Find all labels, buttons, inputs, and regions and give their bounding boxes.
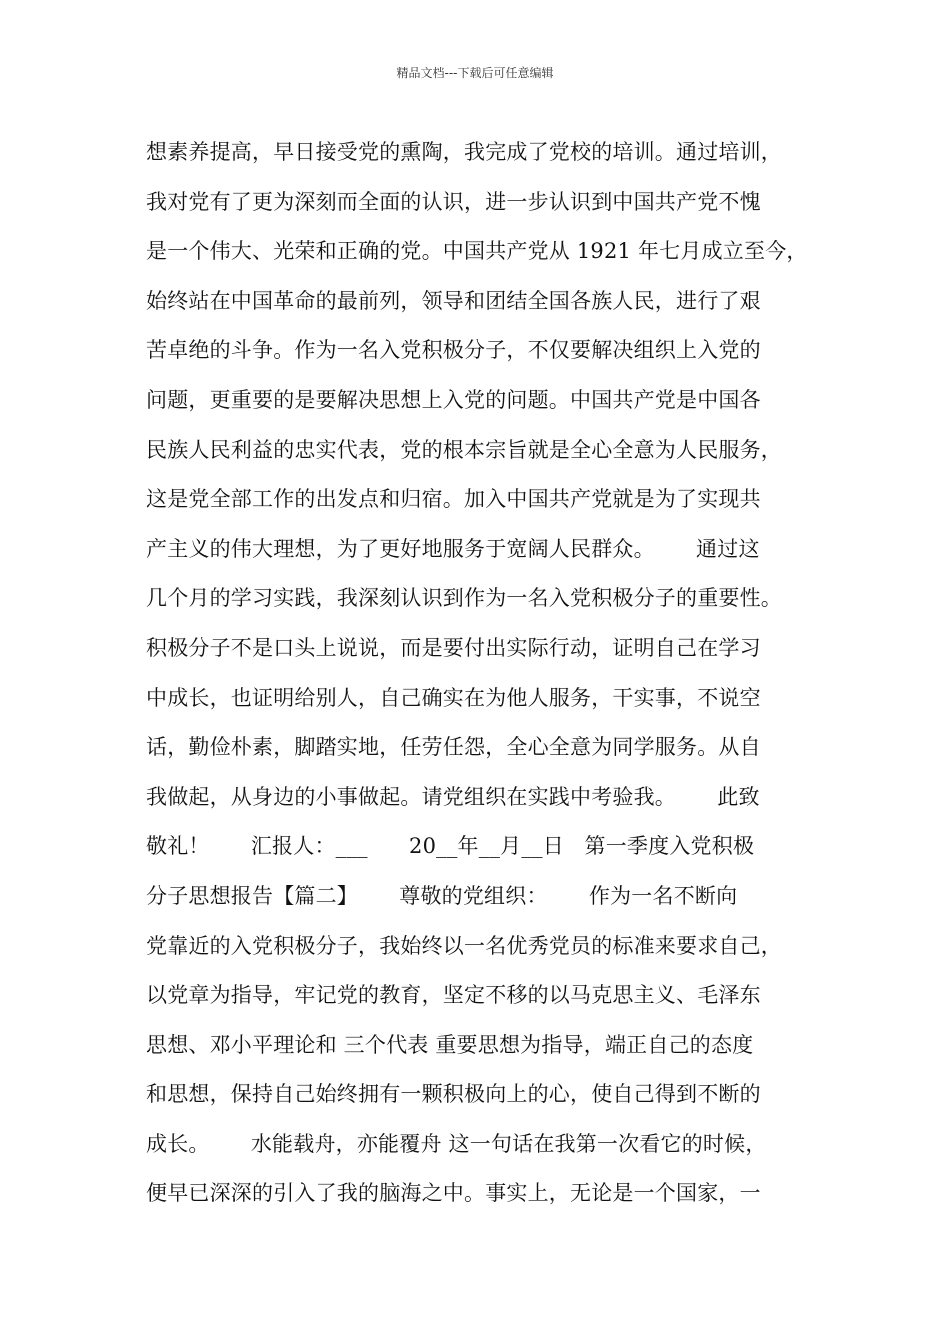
text-line: 这是党全部工作的出发点和归宿。加入中国共产党就是为了实现共 bbox=[146, 487, 761, 512]
text-line: 问题，更重要的是要解决思想上入党的问题。中国共产党是中国各 bbox=[146, 387, 761, 412]
text-line: 中成长，也证明给别人，自己确实在为他人服务，干实事，不说空 bbox=[146, 685, 761, 710]
text-line: 和思想，保持自己始终拥有一颗积极向上的心，使自己得到不断的 bbox=[146, 1082, 761, 1107]
text-line: 党靠近的入党积极分子，我始终以一名优秀党员的标准来要求自己， bbox=[146, 933, 782, 958]
text-line: 民族人民利益的忠实代表，党的根本宗旨就是全心全意为人民服务， bbox=[146, 437, 782, 462]
text-line: 成长。 水能载舟，亦能覆舟 这一句话在我第一次看它的时候， bbox=[146, 1131, 767, 1156]
text-line: 我对党有了更为深刻而全面的认识，进一步认识到中国共产党不愧 bbox=[146, 189, 761, 214]
text-line: 几个月的学习实践，我深刻认识到作为一名入党积极分子的重要性。 bbox=[146, 586, 782, 611]
text-line: 话，勤俭朴素，脚踏实地，任劳任怨，全心全意为同学服务。从自 bbox=[146, 735, 761, 760]
text-line: 便早已深深的引入了我的脑海之中。事实上，无论是一个国家，一 bbox=[146, 1181, 761, 1206]
text-line: 积极分子不是口头上说说，而是要付出实际行动，证明自己在学习 bbox=[146, 635, 761, 660]
text-line: 分子思想报告【篇二】 尊敬的党组织： 作为一名不断向 bbox=[146, 883, 738, 908]
document-body bbox=[146, 128, 836, 1219]
text-line: 以党章为指导，牢记党的教育，坚定不移的以马克思主义、毛泽东 bbox=[146, 983, 761, 1008]
text-line: 苦卓绝的斗争。作为一名入党积极分子，不仅要解决组织上入党的 bbox=[146, 338, 761, 363]
text-line: 想素养提高，早日接受党的熏陶，我完成了党校的培训。通过培训， bbox=[146, 140, 782, 164]
text-line: 敬礼！ 汇报人：___ 20__年__月__日 第一季度入党积极 bbox=[146, 834, 755, 859]
text-line: 是一个伟大、光荣和正确的党。中国共产党从 1921 年七月成立至今， bbox=[146, 239, 808, 264]
page-header: 精品文档---下载后可任意编辑 bbox=[396, 66, 554, 80]
text-line: 我做起，从身边的小事做起。请党组织在实践中考验我。 此致 bbox=[146, 784, 760, 809]
text-line: 产主义的伟大理想，为了更好地服务于宽阔人民群众。 通过这 bbox=[146, 536, 760, 561]
text-line: 始终站在中国革命的最前列，领导和团结全国各族人民，进行了艰 bbox=[146, 288, 761, 313]
text-line: 思想、邓小平理论和 三个代表 重要思想为指导，端正自己的态度 bbox=[146, 1032, 754, 1057]
